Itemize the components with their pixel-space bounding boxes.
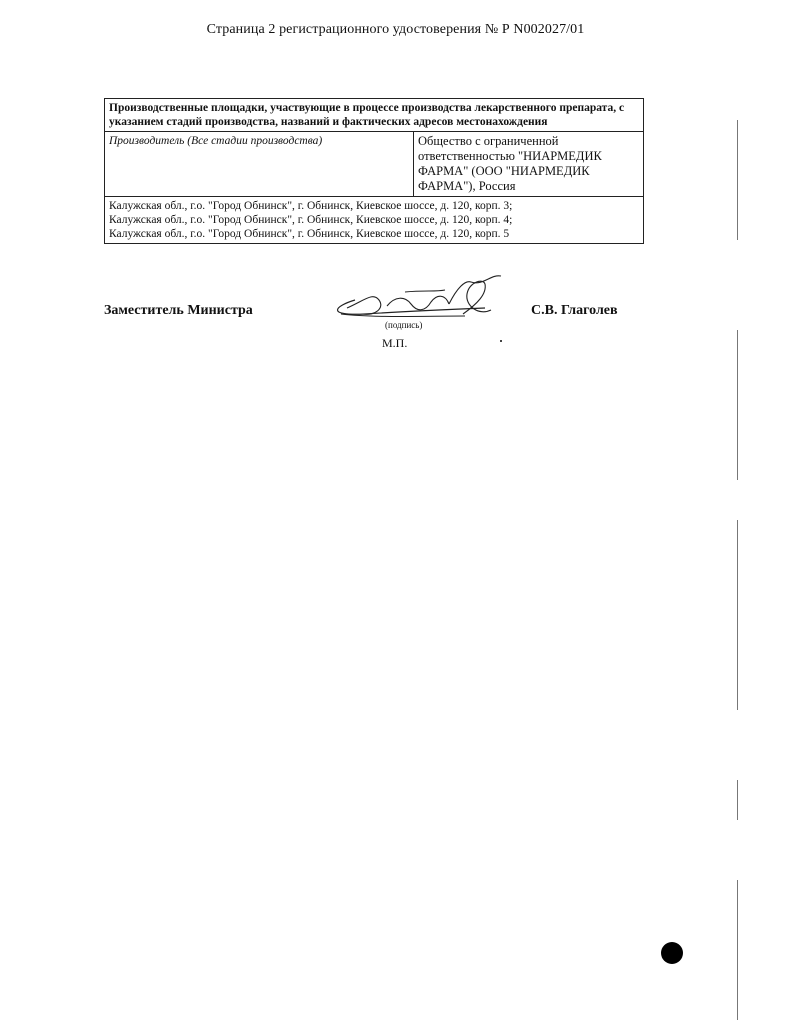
signatory-name: С.В. Глаголев [531, 303, 618, 318]
address-line: Калужская обл., г.о. "Город Обнинск", г. Обнинск, Киевское шоссе, д. 120, корп. 4; [109, 214, 513, 226]
scan-speck [500, 340, 502, 342]
section-title: Производственные площадки, участвующие в процессе производства лекарственного препарата, с указанием стадий производства, названий и фактических адресов местонахождения [105, 99, 644, 132]
production-sites-table [104, 98, 644, 244]
signature-caption: (подпись) [385, 320, 423, 330]
scan-edge-mark [737, 120, 738, 240]
scan-dot-mark [661, 942, 683, 964]
stamp-place-label: М.П. [382, 336, 408, 350]
address-line: Калужская обл., г.о. "Город Обнинск", г. Обнинск, Киевское шоссе, д. 120, корп. 3; [109, 200, 513, 212]
table-row [105, 132, 644, 197]
scan-edge-mark [737, 880, 738, 1020]
production-stage: Производитель (Все стадии производства) [105, 132, 414, 197]
address-line: Калужская обл., г.о. "Город Обнинск", г. Обнинск, Киевское шоссе, д. 120, корп. 5 [109, 228, 510, 240]
scan-edge-mark [737, 520, 738, 710]
signatory-title: Заместитель Министра [104, 303, 253, 318]
scan-edge-mark [737, 330, 738, 480]
table-row [105, 197, 644, 244]
table-header-row [105, 99, 644, 132]
scan-edge-mark [737, 780, 738, 820]
manufacturer-organization: Общество с ограниченной ответственностью "НИАРМЕДИК ФАРМА" (ООО "НИАРМЕДИК ФАРМА"), Россия [414, 132, 644, 197]
page-header: Страница 2 регистрационного удостоверения № Р N002027/01 [206, 22, 585, 37]
addresses-cell [105, 197, 644, 244]
